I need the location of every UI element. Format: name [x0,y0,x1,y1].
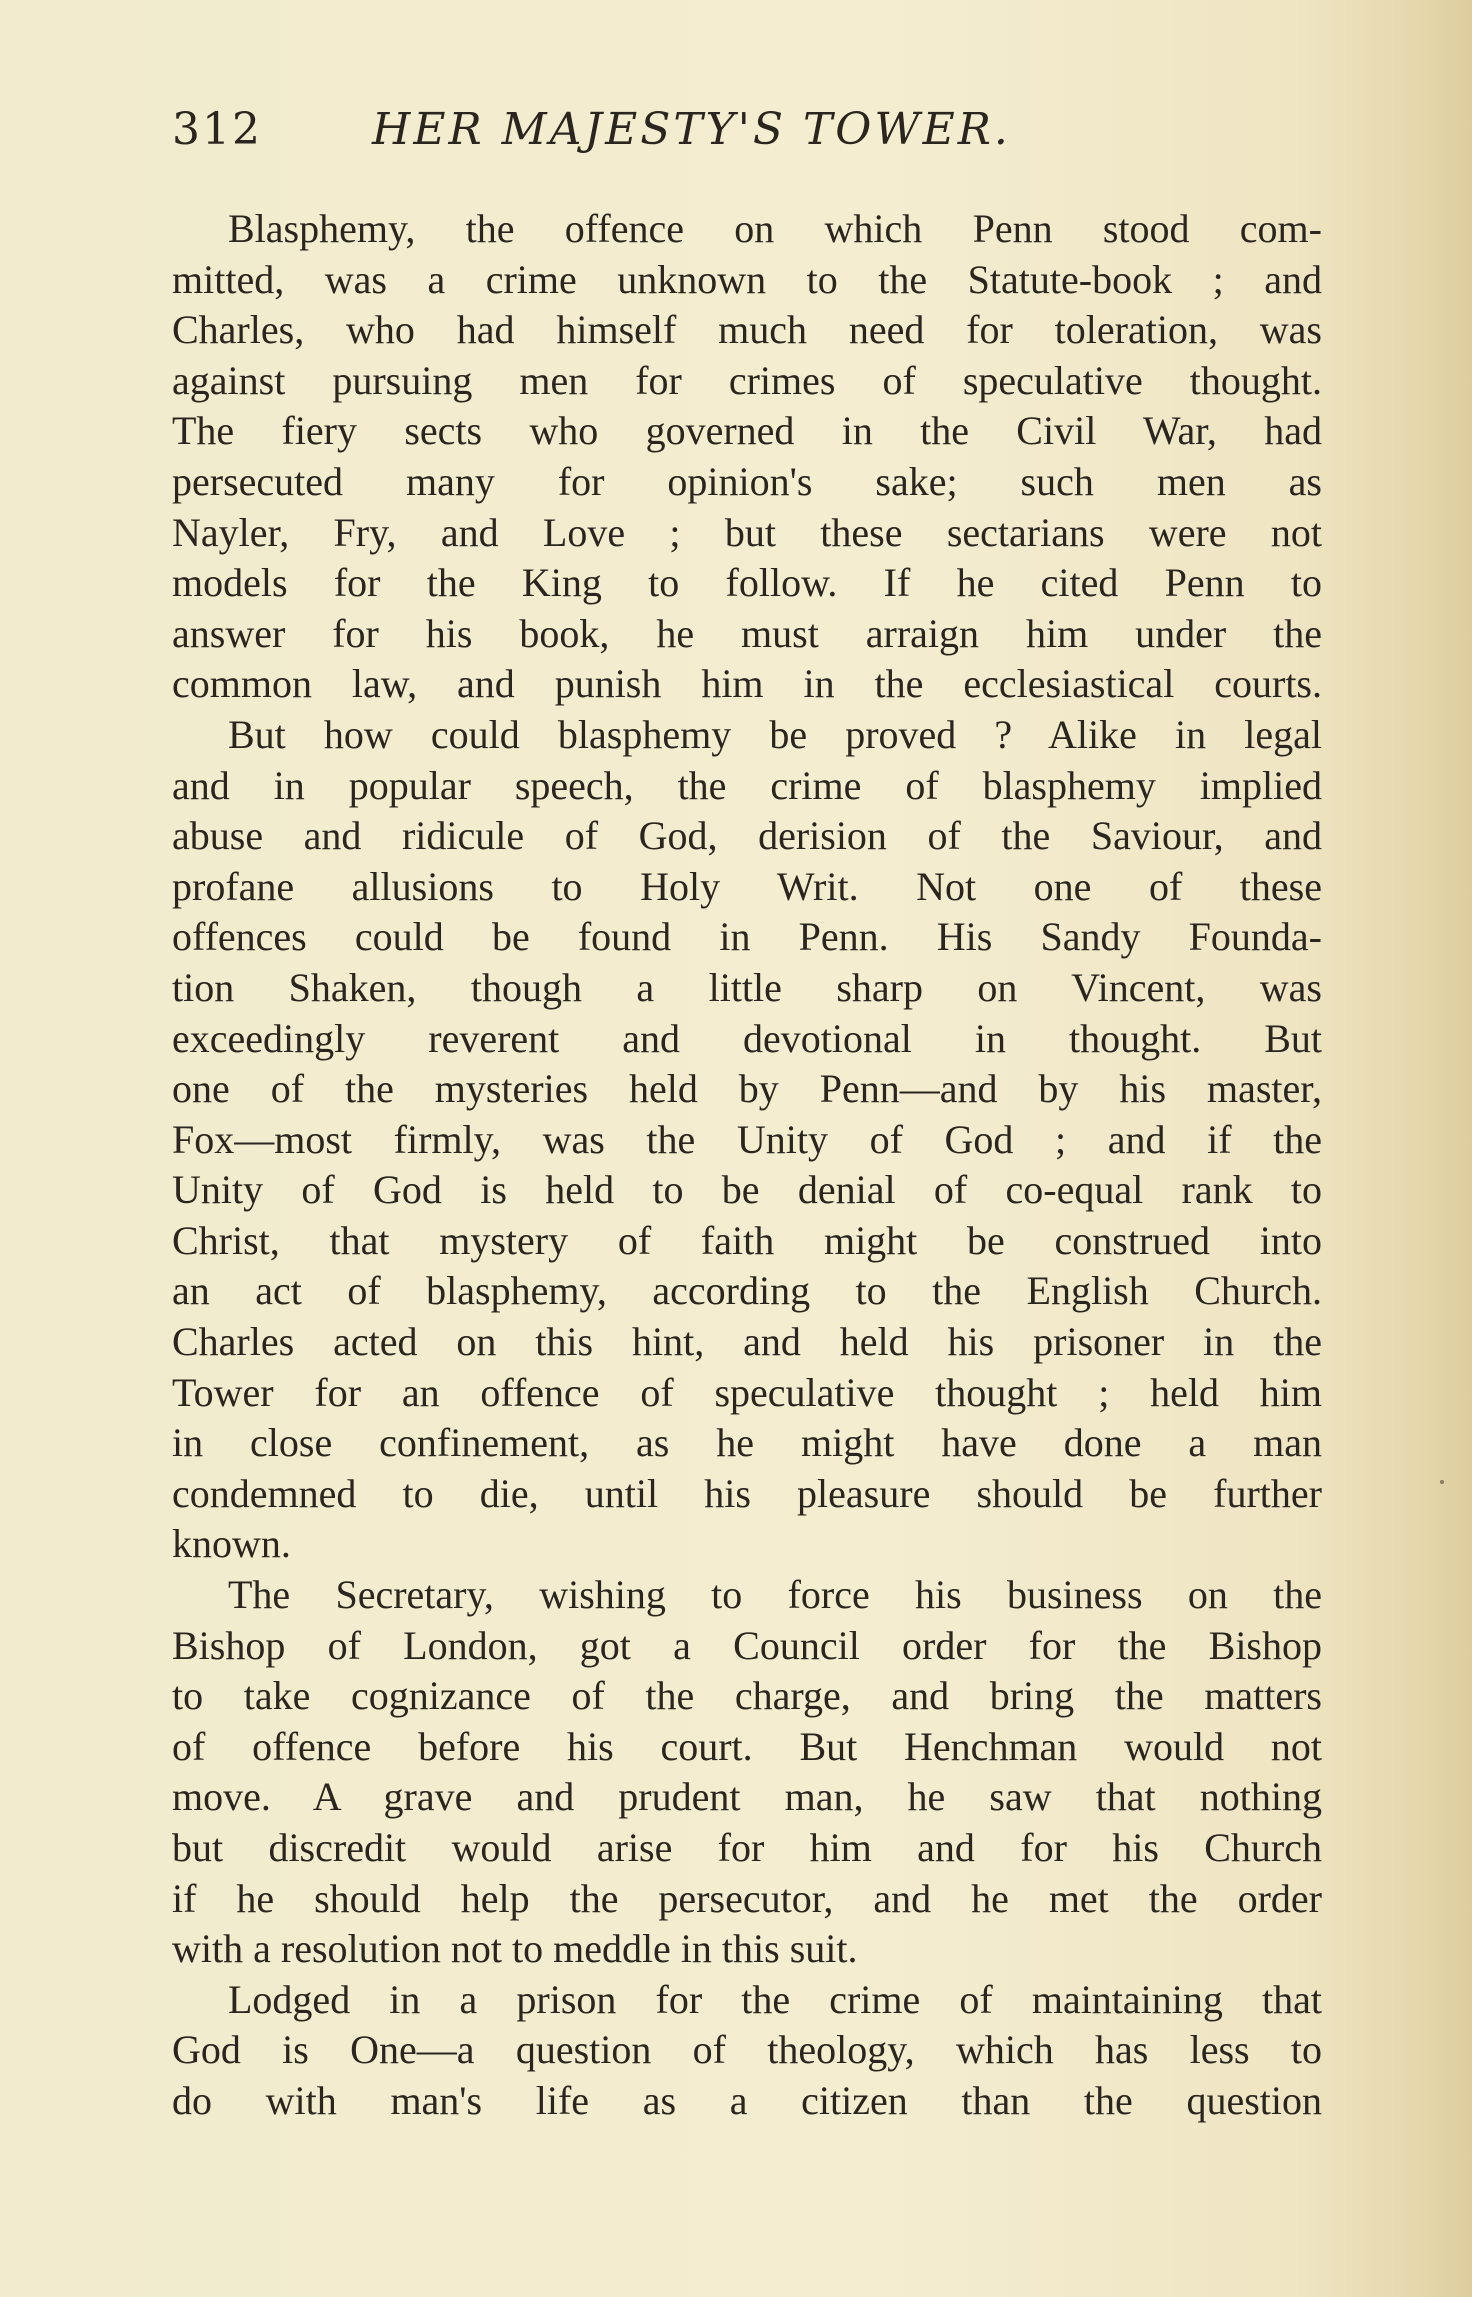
text-line: do with man's life as a citizen than the question [172,2077,1322,2123]
body-text [172,204,1322,2127]
text-line: of offence before his court. But Henchman would not [172,1723,1322,1769]
text-line: condemned to die, until his pleasure should be further [172,1470,1322,1516]
text-line: an act of blasphemy, according to the English Church. [172,1268,1322,1314]
text-line: The fiery sects who governed in the Civil War, had [172,408,1322,454]
text-line: answer for his book, he must arraign him under the [172,610,1322,656]
text-line: models for the King to follow. If he cited Penn to [172,560,1322,606]
text-line: if he should help the persecutor, and he met the order [172,1875,1322,1921]
text-line: with a resolution not to meddle in this suit. [172,1926,858,1972]
text-line: God is One—a question of theology, which has less to [172,2027,1322,2073]
text-line: abuse and ridicule of God, derision of the Saviour, and [172,813,1322,859]
text-line: Bishop of London, got a Council order for the Bishop [172,1622,1322,1668]
text-line: Lodged in a prison for the crime of maintaining that [228,1976,1322,2022]
text-line: exceedingly reverent and devotional in thought. But [172,1015,1322,1061]
page-header [172,104,1322,174]
text-line: tion Shaken, though a little sharp on Vincent, was [172,964,1322,1010]
page-number: 312 [172,104,262,155]
text-line: Unity of God is held to be denial of co-equal rank to [172,1167,1322,1213]
text-line: Blasphemy, the offence on which Penn stood com- [228,206,1322,251]
text-line: Fox—most firmly, was the Unity of God ; and if the [172,1116,1322,1162]
text-line: move. A grave and prudent man, he saw that nothing [172,1774,1322,1820]
text-line: but discredit would arise for him and for his Church [172,1825,1322,1870]
running-title: HER MAJESTY'S TOWER. [372,104,1011,155]
text-line: Charles, who had himself much need for toleration, was [172,307,1322,353]
text-line: in close confinement, as he might have done a man [172,1420,1322,1466]
text-line: mitted, was a crime unknown to the Statute-book ; and [172,256,1322,302]
text-line: Charles acted on this hint, and held his prisoner in the [172,1319,1322,1365]
text-line: The Secretary, wishing to force his business on the [228,1572,1322,1618]
text-line: profane allusions to Holy Writ. Not one of these [172,863,1322,909]
text-line: common law, and punish him in the ecclesiastical courts. [172,661,1322,707]
text-line: offences could be found in Penn. His Sandy Founda- [172,914,1322,960]
text-line: and in popular speech, the crime of blasphemy implied [172,762,1322,808]
text-line: Nayler, Fry, and Love ; but these sectarians were not [172,509,1322,555]
text-line: known. [172,1521,291,1567]
text-line: But how could blasphemy be proved ? Alike in legal [228,711,1322,757]
text-line: persecuted many for opinion's sake; such men as [172,458,1322,504]
paper-speck [1440,1480,1444,1484]
text-line: against pursuing men for crimes of speculative thought. [172,357,1322,403]
text-line: Tower for an offence of speculative thought ; held him [172,1369,1322,1415]
text-line: Christ, that mystery of faith might be construed into [172,1217,1322,1263]
text-line: one of the mysteries held by Penn—and by his master, [172,1066,1322,1112]
text-line: to take cognizance of the charge, and bring the matters [172,1673,1322,1719]
